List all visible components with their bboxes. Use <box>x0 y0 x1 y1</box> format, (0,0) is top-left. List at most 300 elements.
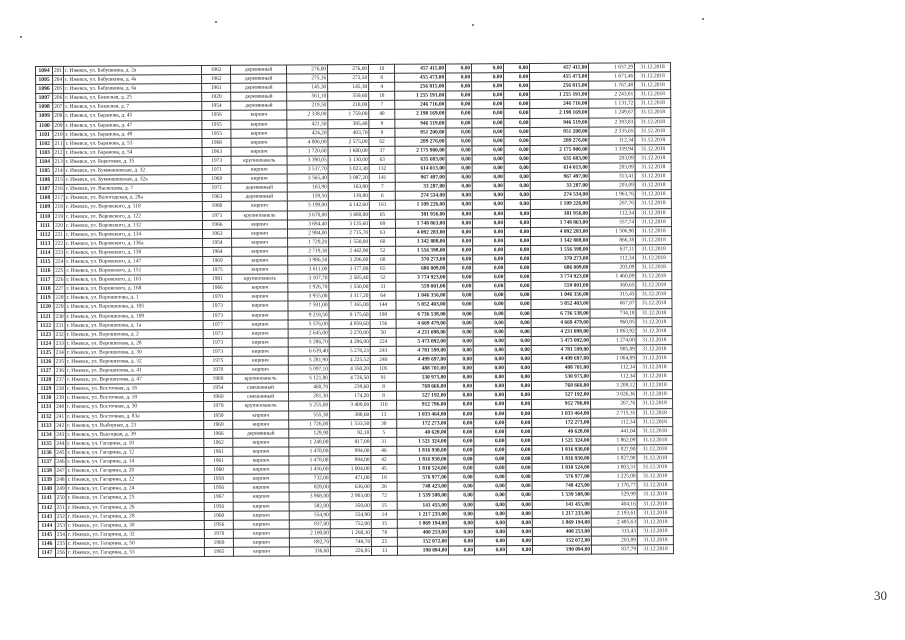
cell-item-number: 210 <box>54 131 63 138</box>
cell-total-amount: 614 013,00 <box>530 163 589 172</box>
cell-year-built: 1973 <box>203 311 232 320</box>
cell-address: г. Ижевск, ул. Гагарина, д. 20 <box>66 466 204 476</box>
cell-residents-count: 15 <box>371 501 397 510</box>
cell-deduction-2: 0,00 <box>472 136 504 145</box>
cell-deduction-1: 0,00 <box>447 318 473 327</box>
cell-deduction-2: 0,00 <box>472 127 504 136</box>
cell-row-number: 1115 <box>37 257 54 266</box>
cell-residents-count: 42 <box>371 455 397 464</box>
cell-rate-per-sqm: 267,76 <box>591 399 637 408</box>
cell-total-area: 1 248,00 <box>289 438 330 447</box>
cell-year-built: 1966 <box>203 220 232 229</box>
cell-amount: 1 748 863,00 <box>396 219 447 228</box>
cell-year-built: 1920 <box>202 93 231 102</box>
cell-item-number: 235 <box>55 358 64 365</box>
cell-rate-per-sqm: 905,89 <box>590 345 636 354</box>
cell-deduction-1: 0,00 <box>447 273 473 282</box>
cell-row-number: 1145 <box>38 530 55 539</box>
cell-row-number: 1129 <box>37 385 54 394</box>
cell-living-area: 3 023,30 <box>328 164 369 173</box>
cell-deduction-3: 0,00 <box>504 145 530 154</box>
cell-date: 31.12.2018 <box>636 263 672 272</box>
cell-amount: 457 411,00 <box>395 64 446 73</box>
cell-rate-per-sqm: 667,87 <box>590 299 636 308</box>
cell-total-area: 424,20 <box>287 128 328 137</box>
cell-wall-material: кирпич <box>232 301 288 310</box>
cell-row-number: 1139 <box>38 476 55 485</box>
cell-date: 31.12.2018 <box>637 490 673 499</box>
cell-row-number: 1095 <box>36 75 53 84</box>
cell-residents-count: 14 <box>371 510 397 519</box>
cell-deduction-1: 0,00 <box>448 409 474 418</box>
cell-total-amount: 5 473 092,00 <box>531 336 590 345</box>
cell-residents-count: 65 <box>370 264 396 273</box>
cell-total-amount: 5 052 403,00 <box>531 300 590 309</box>
cell-total-area: 2 100,00 <box>289 528 330 537</box>
cell-item-number: 207 <box>54 104 63 111</box>
cell-rate-per-sqm: 112,34 <box>590 372 636 381</box>
cell-address: г. Ижевск, ул. Баранова, д. 47 <box>64 120 202 130</box>
cell-item-number: 215 <box>54 176 63 184</box>
cell-total-amount: 172 273,00 <box>532 418 591 427</box>
cell-deduction-2: 0,00 <box>473 291 505 300</box>
cell-date: 31.12.2018 <box>636 235 672 244</box>
cell-row-number: 1138 <box>38 467 55 476</box>
cell-total-area: 3 565,40 <box>287 174 328 183</box>
cell-residents-count: 72 <box>371 492 397 501</box>
cell-amount: 2 198 169,00 <box>395 109 446 118</box>
cell-wall-material: кирпич <box>231 129 287 138</box>
cell-date: 31.12.2018 <box>636 272 672 281</box>
cell-amount: 2 175 900,00 <box>395 146 446 155</box>
cell-row-number: 1142 <box>38 503 55 512</box>
cell-amount: 256 815,00 <box>395 82 446 91</box>
cell-wall-material: кирпич <box>233 492 289 501</box>
cell-item-number: 255 <box>56 540 66 547</box>
cell-year-built: 1975 <box>203 356 232 365</box>
cell-item-number: 242 <box>56 422 65 429</box>
cell-item-number: 221 <box>55 231 64 238</box>
cell-year-built: 1960 <box>204 511 233 520</box>
cell-address: г. Ижевск, ул. Баранова, д. 53 <box>64 138 202 148</box>
cell-deduction-1: 0,00 <box>449 546 475 555</box>
cell-date: 31.12.2018 <box>635 135 671 144</box>
cell-deduction-1: 0,00 <box>447 364 473 373</box>
cell-living-area: 139,80 <box>328 192 369 201</box>
cell-row-number: 1130 <box>38 394 55 403</box>
cell-residents-count: 243 <box>370 346 396 355</box>
cell-wall-material: кирпич <box>232 347 288 356</box>
cell-amount: 4 499 697,00 <box>396 355 447 364</box>
cell-item-number: 246 <box>56 458 65 465</box>
cell-residents-count: 141 <box>369 173 395 182</box>
cell-total-amount: 1 539 508,00 <box>532 491 591 500</box>
cell-living-area: 174,20 <box>330 392 371 401</box>
cell-total-area: 3 611,00 <box>288 265 329 274</box>
cell-total-area: 5 576,00 <box>288 319 329 328</box>
cell-item-number: 238 <box>55 386 65 393</box>
cell-rate-per-sqm: 529,99 <box>591 490 637 499</box>
cell-wall-material: кирпич <box>232 220 288 229</box>
cell-living-area: 994,00 <box>330 455 371 464</box>
cell-rate-per-sqm: 203,09 <box>589 181 635 190</box>
cell-total-area: 1 478,00 <box>289 447 330 456</box>
cell-living-area: 554,90 <box>330 510 371 519</box>
cell-living-area: 2 270,00 <box>329 328 370 337</box>
cell-wall-material: кирпич <box>232 338 288 347</box>
cell-year-built: 1961 <box>204 456 233 465</box>
cell-deduction-3: 0,00 <box>506 455 532 464</box>
cell-item-number: 230 <box>55 313 64 320</box>
cell-date: 31.12.2018 <box>638 545 674 554</box>
cell-item-number: 241 <box>56 413 65 420</box>
cell-living-area: 2 575,00 <box>328 137 369 146</box>
cell-total-area: 5 281,90 <box>288 356 329 365</box>
cell-year-built: 1960 <box>204 393 233 402</box>
cell-deduction-2: 0,00 <box>474 473 506 482</box>
cell-living-area: 1 268,30 <box>330 528 371 537</box>
cell-year-built: 1966 <box>203 284 232 293</box>
cell-year-built: 1965 <box>205 547 234 556</box>
cell-total-area: 2 338,00 <box>287 110 328 119</box>
cell-wall-material: кирпич <box>232 256 288 265</box>
cell-date: 31.12.2018 <box>637 508 673 517</box>
cell-deduction-2: 0,00 <box>474 500 506 509</box>
cell-deduction-1: 0,00 <box>448 464 474 473</box>
cell-amount: 527 192,00 <box>397 391 448 400</box>
cell-total-area: 7 591,00 <box>288 301 329 310</box>
cell-deduction-1: 0,00 <box>448 528 474 537</box>
cell-deduction-2: 0,00 <box>472 164 504 173</box>
cell-total-area: 3 955,00 <box>288 292 329 301</box>
cell-rate-per-sqm: 3 026,36 <box>591 390 637 399</box>
cell-date: 31.12.2018 <box>637 390 673 399</box>
cell-year-built: 1971 <box>202 165 231 174</box>
cell-total-area: 3 537,70 <box>287 165 328 174</box>
cell-address: г. Ижевск, ул. Восточная, д. 18 <box>66 393 204 403</box>
cell-deduction-3: 0,00 <box>504 91 530 100</box>
cell-deduction-1: 0,00 <box>446 155 472 164</box>
cell-deduction-1: 0,00 <box>446 73 472 82</box>
cell-deduction-2: 0,00 <box>472 182 504 191</box>
cell-deduction-2: 0,00 <box>474 455 506 464</box>
cell-deduction-2: 0,00 <box>475 546 507 555</box>
cell-amount: 4 781 599,00 <box>396 346 447 355</box>
cell-residents-count: 156 <box>370 319 396 328</box>
cell-address: г. Ижевск, ул. Баранова, д. 45 <box>64 111 202 121</box>
cell-row-number: 1099 <box>36 112 53 121</box>
scan-speck <box>215 21 217 23</box>
cell-item-number: 250 <box>56 495 65 502</box>
cell-row-number: 1123 <box>37 330 54 339</box>
cell-row-number: 1135 <box>38 439 55 448</box>
cell-rate-per-sqm: 1 506,90 <box>590 227 636 236</box>
cell-residents-count: 91 <box>370 373 396 382</box>
cell-date: 31.12.2018 <box>635 144 671 153</box>
cell-total-amount: 912 796,00 <box>532 400 591 409</box>
cell-item-number: 233 <box>55 340 64 347</box>
cell-amount: 455 473,00 <box>395 73 446 82</box>
cell-living-area: 218,00 <box>328 101 369 110</box>
cell-wall-material: смешанный <box>233 392 289 401</box>
cell-total-amount: 1 217 233,00 <box>532 509 591 518</box>
cell-amount: 289 276,00 <box>395 137 446 146</box>
cell-wall-material: кирпич <box>232 310 288 319</box>
cell-total-area: 460,70 <box>289 383 330 392</box>
cell-total-area: 9 218,50 <box>288 310 329 319</box>
cell-total-amount: 1 109 226,00 <box>530 200 589 209</box>
cell-amount: 1 046 356,00 <box>396 291 447 300</box>
cell-address: г. Ижевск, ул. Бабушкина, д. 2а <box>64 65 202 75</box>
cell-item-number: 240 <box>56 404 65 411</box>
cell-row-number: 1134 <box>38 430 55 439</box>
cell-deduction-1: 0,00 <box>446 182 472 191</box>
cell-deduction-2: 0,00 <box>473 264 505 273</box>
cell-residents-count: 6 <box>369 192 395 201</box>
cell-amount: 6 736 538,00 <box>396 310 447 319</box>
cell-wall-material: деревянный <box>231 92 287 101</box>
cell-item-number: 245 <box>56 449 65 456</box>
cell-address: г. Ижевск, ул. Васнецова, д. 7 <box>64 184 202 194</box>
cell-residents-count: 224 <box>370 337 396 346</box>
cell-wall-material: кирпич <box>233 538 289 547</box>
cell-rate-per-sqm: 2 393,83 <box>589 117 635 126</box>
cell-address: г. Ижевск, ул. Восточная, д. 83а <box>66 411 204 421</box>
cell-rate-per-sqm: 960,85 <box>590 317 636 326</box>
cell-total-area: 163,90 <box>287 183 328 192</box>
cell-amount: 5 473 092,00 <box>396 337 447 346</box>
cell-year-built: 1963 <box>203 229 232 238</box>
cell-rate-per-sqm: 1 827,90 <box>591 454 637 463</box>
cell-deduction-3: 0,00 <box>505 227 531 236</box>
cell-deduction-2: 0,00 <box>473 282 505 291</box>
cell-date: 31.12.2018 <box>637 399 673 408</box>
cell-item-number: 229 <box>55 304 64 311</box>
cell-deduction-3: 0,00 <box>505 282 531 291</box>
cell-deduction-2: 0,00 <box>473 300 505 309</box>
cell-deduction-3: 0,00 <box>505 327 531 336</box>
cell-date: 31.12.2018 <box>636 354 672 363</box>
cell-total-area: 3 986,50 <box>288 256 329 265</box>
cell-total-amount: 152 072,00 <box>532 536 591 545</box>
cell-item-number: 204 <box>54 76 63 83</box>
cell-date: 31.12.2018 <box>637 517 673 526</box>
cell-year-built: 1969 <box>202 174 231 183</box>
cell-deduction-1: 0,00 <box>447 246 473 255</box>
cell-year-built: 1961 <box>204 447 233 456</box>
cell-rate-per-sqm: 1 131,72 <box>589 99 635 108</box>
cell-amount: 1 217 233,00 <box>397 510 448 519</box>
cell-date: 31.12.2018 <box>635 163 671 172</box>
cell-wall-material: кирпич <box>233 420 289 429</box>
cell-deduction-2: 0,00 <box>474 509 506 518</box>
cell-residents-count: 46 <box>371 446 397 455</box>
cell-address: г. Ижевск, ул. Вологодская, д. 28а <box>64 193 202 203</box>
cell-date: 31.12.2018 <box>637 499 673 508</box>
cell-row-number: 1128 <box>37 376 54 385</box>
cell-amount: 1 033 464,00 <box>397 410 448 419</box>
cell-date: 31.12.2018 <box>636 290 672 299</box>
cell-total-amount: 559 001,00 <box>531 281 590 290</box>
cell-residents-count: 26 <box>371 483 397 492</box>
cell-address: г. Ижевск, ул. Ворошилова, д. 47 <box>65 375 203 385</box>
cell-amount: 912 796,00 <box>397 400 448 409</box>
cell-total-area: 3 390,05 <box>287 156 328 165</box>
cell-rate-per-sqm: 203,09 <box>589 154 635 163</box>
cell-living-area: 1 533,50 <box>330 419 371 428</box>
cell-total-amount: 370 273,00 <box>531 254 590 263</box>
cell-deduction-2: 0,00 <box>472 155 504 164</box>
cell-date: 31.12.2018 <box>635 199 671 208</box>
cell-deduction-2: 0,00 <box>473 327 505 336</box>
cell-item-number: 251 <box>56 504 65 511</box>
cell-wall-material: деревянный <box>231 192 287 201</box>
cell-address: г. Ижевск, ул. Воровского, д. 163 <box>65 275 203 285</box>
cell-total-amount: 488 701,00 <box>531 363 590 372</box>
cell-year-built: 1963 <box>202 193 231 202</box>
cell-date: 31.12.2018 <box>636 254 672 263</box>
cell-wall-material: крупнопанель <box>232 374 288 383</box>
cell-address: г. Ижевск, ул. Бабушкина, д. 6а <box>64 84 202 94</box>
cell-address: г. Ижевск, ул. Гагарина, д. 24 <box>66 484 204 494</box>
cell-address: г. Ижевск, ул. Буммашевская, д. 32а <box>64 175 202 185</box>
cell-rate-per-sqm: 1 225,00 <box>591 472 637 481</box>
cell-deduction-1: 0,00 <box>446 200 472 209</box>
cell-address: г. Ижевск, ул. Выборная, д. 23 <box>66 420 204 430</box>
cell-year-built: 1956 <box>202 111 231 120</box>
cell-year-built: 1968 <box>202 138 231 147</box>
cell-deduction-2: 0,00 <box>472 100 504 109</box>
cell-rate-per-sqm: 404,16 <box>591 499 637 508</box>
cell-item-number: 209 <box>54 122 63 129</box>
cell-item-number: 253 <box>56 522 65 529</box>
cell-item-number: 228 <box>55 295 64 302</box>
cell-item-number: 247 <box>56 467 65 475</box>
cell-residents-count: 60 <box>370 237 396 246</box>
cell-year-built: 1980 <box>202 202 231 211</box>
cell-deduction-3: 0,00 <box>505 373 531 382</box>
cell-total-area: 554,90 <box>289 510 330 519</box>
cell-deduction-3: 0,00 <box>506 436 532 445</box>
cell-amount: 1 539 508,00 <box>397 491 448 500</box>
cell-deduction-2: 0,00 <box>474 400 506 409</box>
cell-item-number: 232 <box>55 331 64 338</box>
cell-amount: 946 519,00 <box>395 119 446 128</box>
cell-address: г. Ижевск, ул. Воровского, д. 118 <box>64 202 202 212</box>
cell-residents-count: 64 <box>370 292 396 301</box>
cell-total-amount: 1 255 191,00 <box>530 90 589 99</box>
cell-address: г. Ижевск, ул. Базисная, д. 25 <box>64 93 202 103</box>
cell-living-area: 276,00 <box>328 64 369 73</box>
cell-wall-material: крупнопанель <box>232 274 288 283</box>
cell-residents-count: 78 <box>371 528 397 537</box>
cell-address: г. Ижевск, ул. Высоцкая, д. 39 <box>66 429 204 439</box>
cell-row-number: 1111 <box>36 221 53 230</box>
cell-wall-material: кирпич <box>233 456 289 465</box>
cell-deduction-1: 0,00 <box>447 346 473 355</box>
cell-amount: 40 620,00 <box>397 428 448 437</box>
cell-wall-material: кирпич <box>233 501 289 510</box>
cell-residents-count: 144 <box>370 301 396 310</box>
cell-row-number: 1144 <box>38 521 55 530</box>
cell-deduction-1: 0,00 <box>446 191 472 200</box>
cell-living-area: 7 165,00 <box>329 301 370 310</box>
cell-year-built: 1969 <box>204 538 233 547</box>
cell-date: 31.12.2018 <box>635 117 671 126</box>
cell-row-number: 1116 <box>37 266 54 275</box>
cell-wall-material: деревянный <box>233 429 289 438</box>
cell-total-area: 2 719,30 <box>288 247 329 256</box>
cell-year-built: 1973 <box>203 329 232 338</box>
cell-deduction-1: 0,00 <box>446 91 472 100</box>
cell-deduction-2: 0,00 <box>473 227 505 236</box>
cell-item-number: 252 <box>56 513 65 520</box>
cell-total-area: 732,00 <box>289 474 330 483</box>
cell-residents-count: 4 <box>369 82 395 91</box>
scan-speck <box>20 36 22 38</box>
cell-residents-count: 37 <box>369 146 395 155</box>
cell-deduction-2: 0,00 <box>472 145 504 154</box>
cell-residents-count: 18 <box>369 92 395 101</box>
cell-date: 31.12.2018 <box>637 445 673 454</box>
cell-deduction-2: 0,00 <box>472 173 504 182</box>
cell-deduction-2: 0,00 <box>473 346 505 355</box>
cell-date: 31.12.2018 <box>635 99 671 108</box>
cell-deduction-2: 0,00 <box>473 373 505 382</box>
cell-row-number: 1125 <box>37 348 54 357</box>
cell-amount: 152 072,00 <box>397 537 448 546</box>
cell-deduction-1: 0,00 <box>446 118 472 127</box>
cell-item-number: 213 <box>54 158 63 165</box>
cell-rate-per-sqm: 837,79 <box>592 545 638 554</box>
cell-deduction-1: 0,00 <box>446 109 472 118</box>
cell-deduction-3: 0,00 <box>506 509 532 518</box>
cell-total-amount: 4 669 479,00 <box>531 318 590 327</box>
cell-deduction-2: 0,00 <box>473 273 505 282</box>
cell-rate-per-sqm: 313,41 <box>589 172 635 181</box>
cell-date: 31.12.2018 <box>637 426 673 435</box>
cell-address: г. Ижевск, ул. Гагарина, д. 53 <box>67 547 205 557</box>
cell-deduction-3: 0,00 <box>504 182 530 191</box>
cell-total-area: 582,00 <box>289 501 330 510</box>
cell-deduction-2: 0,00 <box>473 336 505 345</box>
cell-total-amount: 1 033 464,00 <box>532 409 591 418</box>
cell-deduction-2: 0,00 <box>472 109 504 118</box>
cell-living-area: 2 715,70 <box>329 228 370 237</box>
cell-living-area: 2 903,00 <box>330 492 371 501</box>
cell-deduction-3: 0,00 <box>504 164 530 173</box>
cell-wall-material: деревянный <box>231 101 287 110</box>
cell-living-area: 272,50 <box>328 74 369 83</box>
cell-row-number: 1133 <box>38 421 55 430</box>
cell-deduction-1: 0,00 <box>448 491 474 500</box>
cell-deduction-2: 0,00 <box>474 491 506 500</box>
cell-item-number: 218 <box>54 204 63 211</box>
cell-rate-per-sqm: 360,65 <box>590 281 636 290</box>
cell-residents-count: 5 <box>371 428 397 437</box>
cell-total-amount: 4 781 599,00 <box>531 345 590 354</box>
cell-year-built: 1962 <box>204 438 233 447</box>
cell-total-amount: 576 977,00 <box>532 472 591 481</box>
cell-item-number: 234 <box>55 349 64 356</box>
cell-living-area: 4 726,50 <box>329 374 370 383</box>
cell-item-number: 227 <box>55 286 64 293</box>
cell-deduction-1: 0,00 <box>448 446 474 455</box>
cell-address: г. Ижевск, ул. Воровского, д. 168 <box>65 284 203 294</box>
cell-deduction-1: 0,00 <box>446 146 472 155</box>
cell-total-amount: 1 556 398,00 <box>531 245 590 254</box>
cell-total-area: 5 199,00 <box>287 201 328 210</box>
